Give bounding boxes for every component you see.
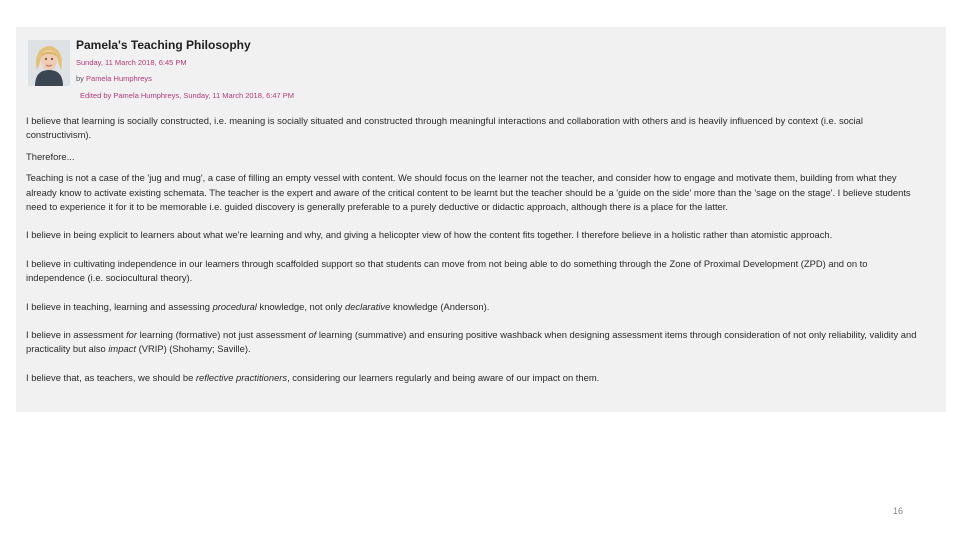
paragraph-6: [26, 300, 926, 314]
post-author-line: [76, 74, 152, 83]
post-title: Pamela's Teaching Philosophy: [76, 38, 251, 52]
text-run: (VRIP) (Shohamy; Saville).: [135, 343, 251, 355]
emphasis-reflective-practitioners: reflective practitioners: [195, 371, 288, 383]
text-run: I believe in assessment: [26, 329, 127, 341]
post-content: [26, 114, 926, 385]
edited-note: Edited by Pamela Humphreys, Sunday, 11 March 2018, 6:47 PM: [80, 91, 295, 100]
emphasis-impact: impact: [108, 343, 136, 355]
author-link[interactable]: Pamela Humphreys: [86, 74, 152, 83]
emphasis-procedural: procedural: [212, 300, 257, 312]
forum-post: [16, 27, 946, 412]
paragraph-8: [26, 371, 926, 385]
text-run: knowledge, not only: [256, 300, 345, 312]
paragraph-2: Therefore...: [26, 150, 75, 162]
text-run: I believe that, as teachers, we should be: [26, 371, 196, 383]
emphasis-for: for: [126, 329, 138, 341]
text-run: knowledge (Anderson).: [390, 300, 490, 312]
paragraph-1: I believe that learning is socially constructed, i.e. meaning is socially situated and constructed through meaningful interactions and collaboration with others and is heavily influenced by context (i.e. social constructivism).: [26, 115, 863, 141]
paragraph-7: [26, 328, 926, 357]
emphasis-declarative: declarative: [345, 300, 391, 312]
by-prefix: by: [76, 74, 87, 83]
slide-page-number: 16: [893, 506, 904, 516]
paragraph-4: I believe in being explicit to learners about what we're learning and why, and giving a helicopter view of how the content fits together. I therefore believe in a holistic rather than atomistic approach.: [26, 229, 833, 241]
paragraph-5: I believe in cultivating independence in our learners through scaffolded support so that students can move from not being able to do something through the Zone of Proximal Development (ZPD) and on to independence (i.e. sociocultural theory).: [26, 257, 868, 284]
text-run: learning (summative) and ensuring positive washback when designing assessment items through consideration of not only reliability, validity and practicality but also: [26, 329, 917, 355]
emphasis-of: of: [308, 329, 317, 341]
text-run: , considering our learners regularly and being aware of our impact on them.: [287, 371, 600, 383]
text-run: learning (formative) not just assessment: [137, 329, 309, 341]
author-avatar[interactable]: [28, 40, 70, 86]
text-run: I believe in teaching, learning and assessing: [26, 300, 213, 312]
post-date: Sunday, 11 March 2018, 6:45 PM: [76, 58, 187, 67]
paragraph-3: Teaching is not a case of the 'jug and mug', a case of filling an empty vessel with content. We should focus on the learner not the teacher, and consider how to engage and motivate them, building from what they already know to activate existing schemata. The teacher is the expert and aware of the critical content to be learnt but the teacher should be a 'guide on the side' more than the 'sage on the stage'. I believe students need to experience it for it to be memorable i.e. guided discovery is generally preferable to a purely deductive or didactic approach, although there is a place for the latter.: [26, 172, 911, 213]
